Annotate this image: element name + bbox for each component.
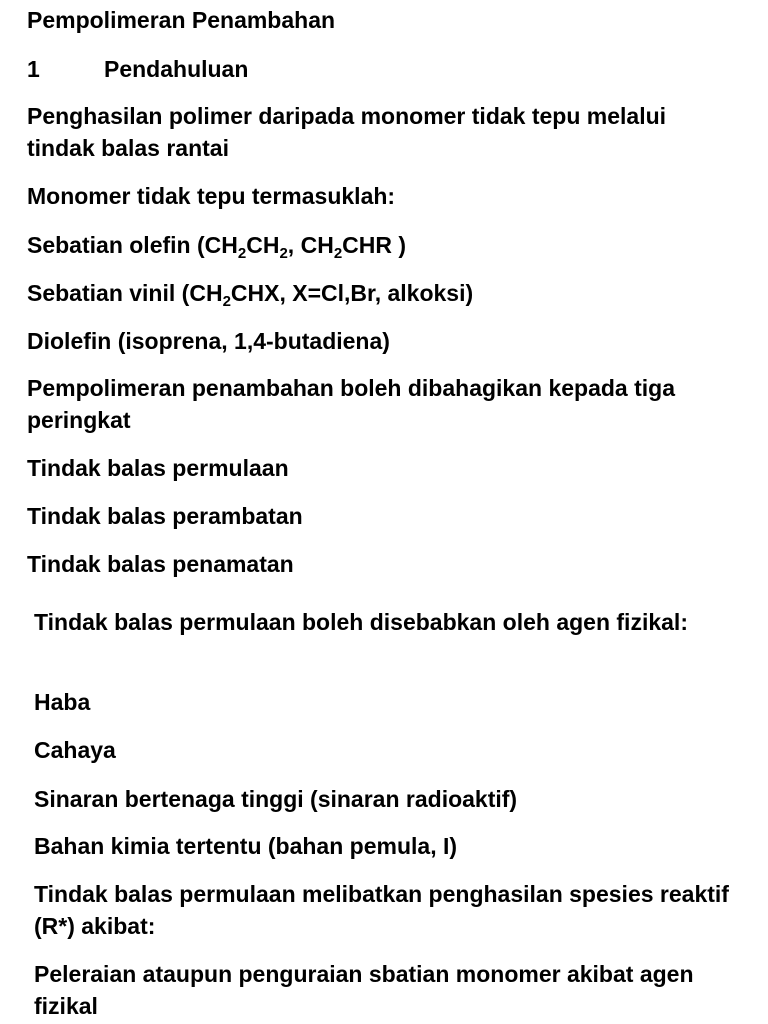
- formula-part: CHR: [342, 232, 392, 258]
- formula-part: CH: [204, 232, 238, 258]
- formula-part: CHX, X=Cl,Br, alkoksi): [230, 280, 474, 306]
- reactive-species-intro: Tindak balas permulaan melibatkan penghasilan spesies reaktif (R*) akibat:: [34, 881, 729, 939]
- formula-subscript: 2: [237, 245, 247, 262]
- bullet-diolefin: Diolefin (isoprena, 1,4-butadiena): [27, 328, 390, 354]
- stage-propagation: Tindak balas perambatan: [27, 503, 303, 529]
- formula-subscript: 2: [333, 245, 343, 262]
- agent-radiation: Sinaran bertenaga tinggi (sinaran radioaktif): [34, 786, 518, 812]
- formula-subscript: 2: [222, 293, 231, 310]
- section-heading: [27, 53, 248, 85]
- slide-2: [0, 578, 768, 1024]
- formula-part: CH: [189, 280, 223, 306]
- stage-termination: Tindak balas penamatan: [27, 551, 294, 577]
- monomer-heading: Monomer tidak tepu termasuklah:: [27, 183, 396, 209]
- intro-paragraph: Penghasilan polimer daripada monomer tidak tepu melalui tindak balas rantai: [27, 103, 667, 161]
- bullet-vinil: [27, 277, 473, 309]
- formula-part: CH: [246, 232, 280, 258]
- section-number: 1: [27, 56, 40, 82]
- slide-title: Pempolimeran Penambahan: [27, 7, 336, 33]
- formula-part: CH: [300, 232, 334, 258]
- agent-chemical: Bahan kimia tertentu (bahan pemula, I): [34, 833, 458, 859]
- agent-light: Cahaya: [34, 737, 116, 763]
- section-title: Pendahuluan: [104, 56, 249, 82]
- bullet-olefin: [27, 229, 406, 261]
- formula-separator: ,: [287, 232, 301, 258]
- stage-initiation: Tindak balas permulaan: [27, 455, 289, 481]
- formula-subscript: 2: [279, 245, 288, 262]
- formula-close: ): [392, 232, 407, 258]
- stages-intro: Pempolimeran penambahan boleh dibahagikan kepada tiga peringkat: [27, 375, 675, 433]
- initiation-agents-intro: Tindak balas permulaan boleh disebabkan oleh agen fizikal:: [34, 609, 688, 635]
- cause-dissociation: Peleraian ataupun penguraian sbatian monomer akibat agen fizikal: [34, 961, 694, 1019]
- olefin-label: Sebatian olefin (: [27, 232, 205, 258]
- agent-heat: Haba: [34, 689, 91, 715]
- vinil-label: Sebatian vinil (: [27, 280, 190, 306]
